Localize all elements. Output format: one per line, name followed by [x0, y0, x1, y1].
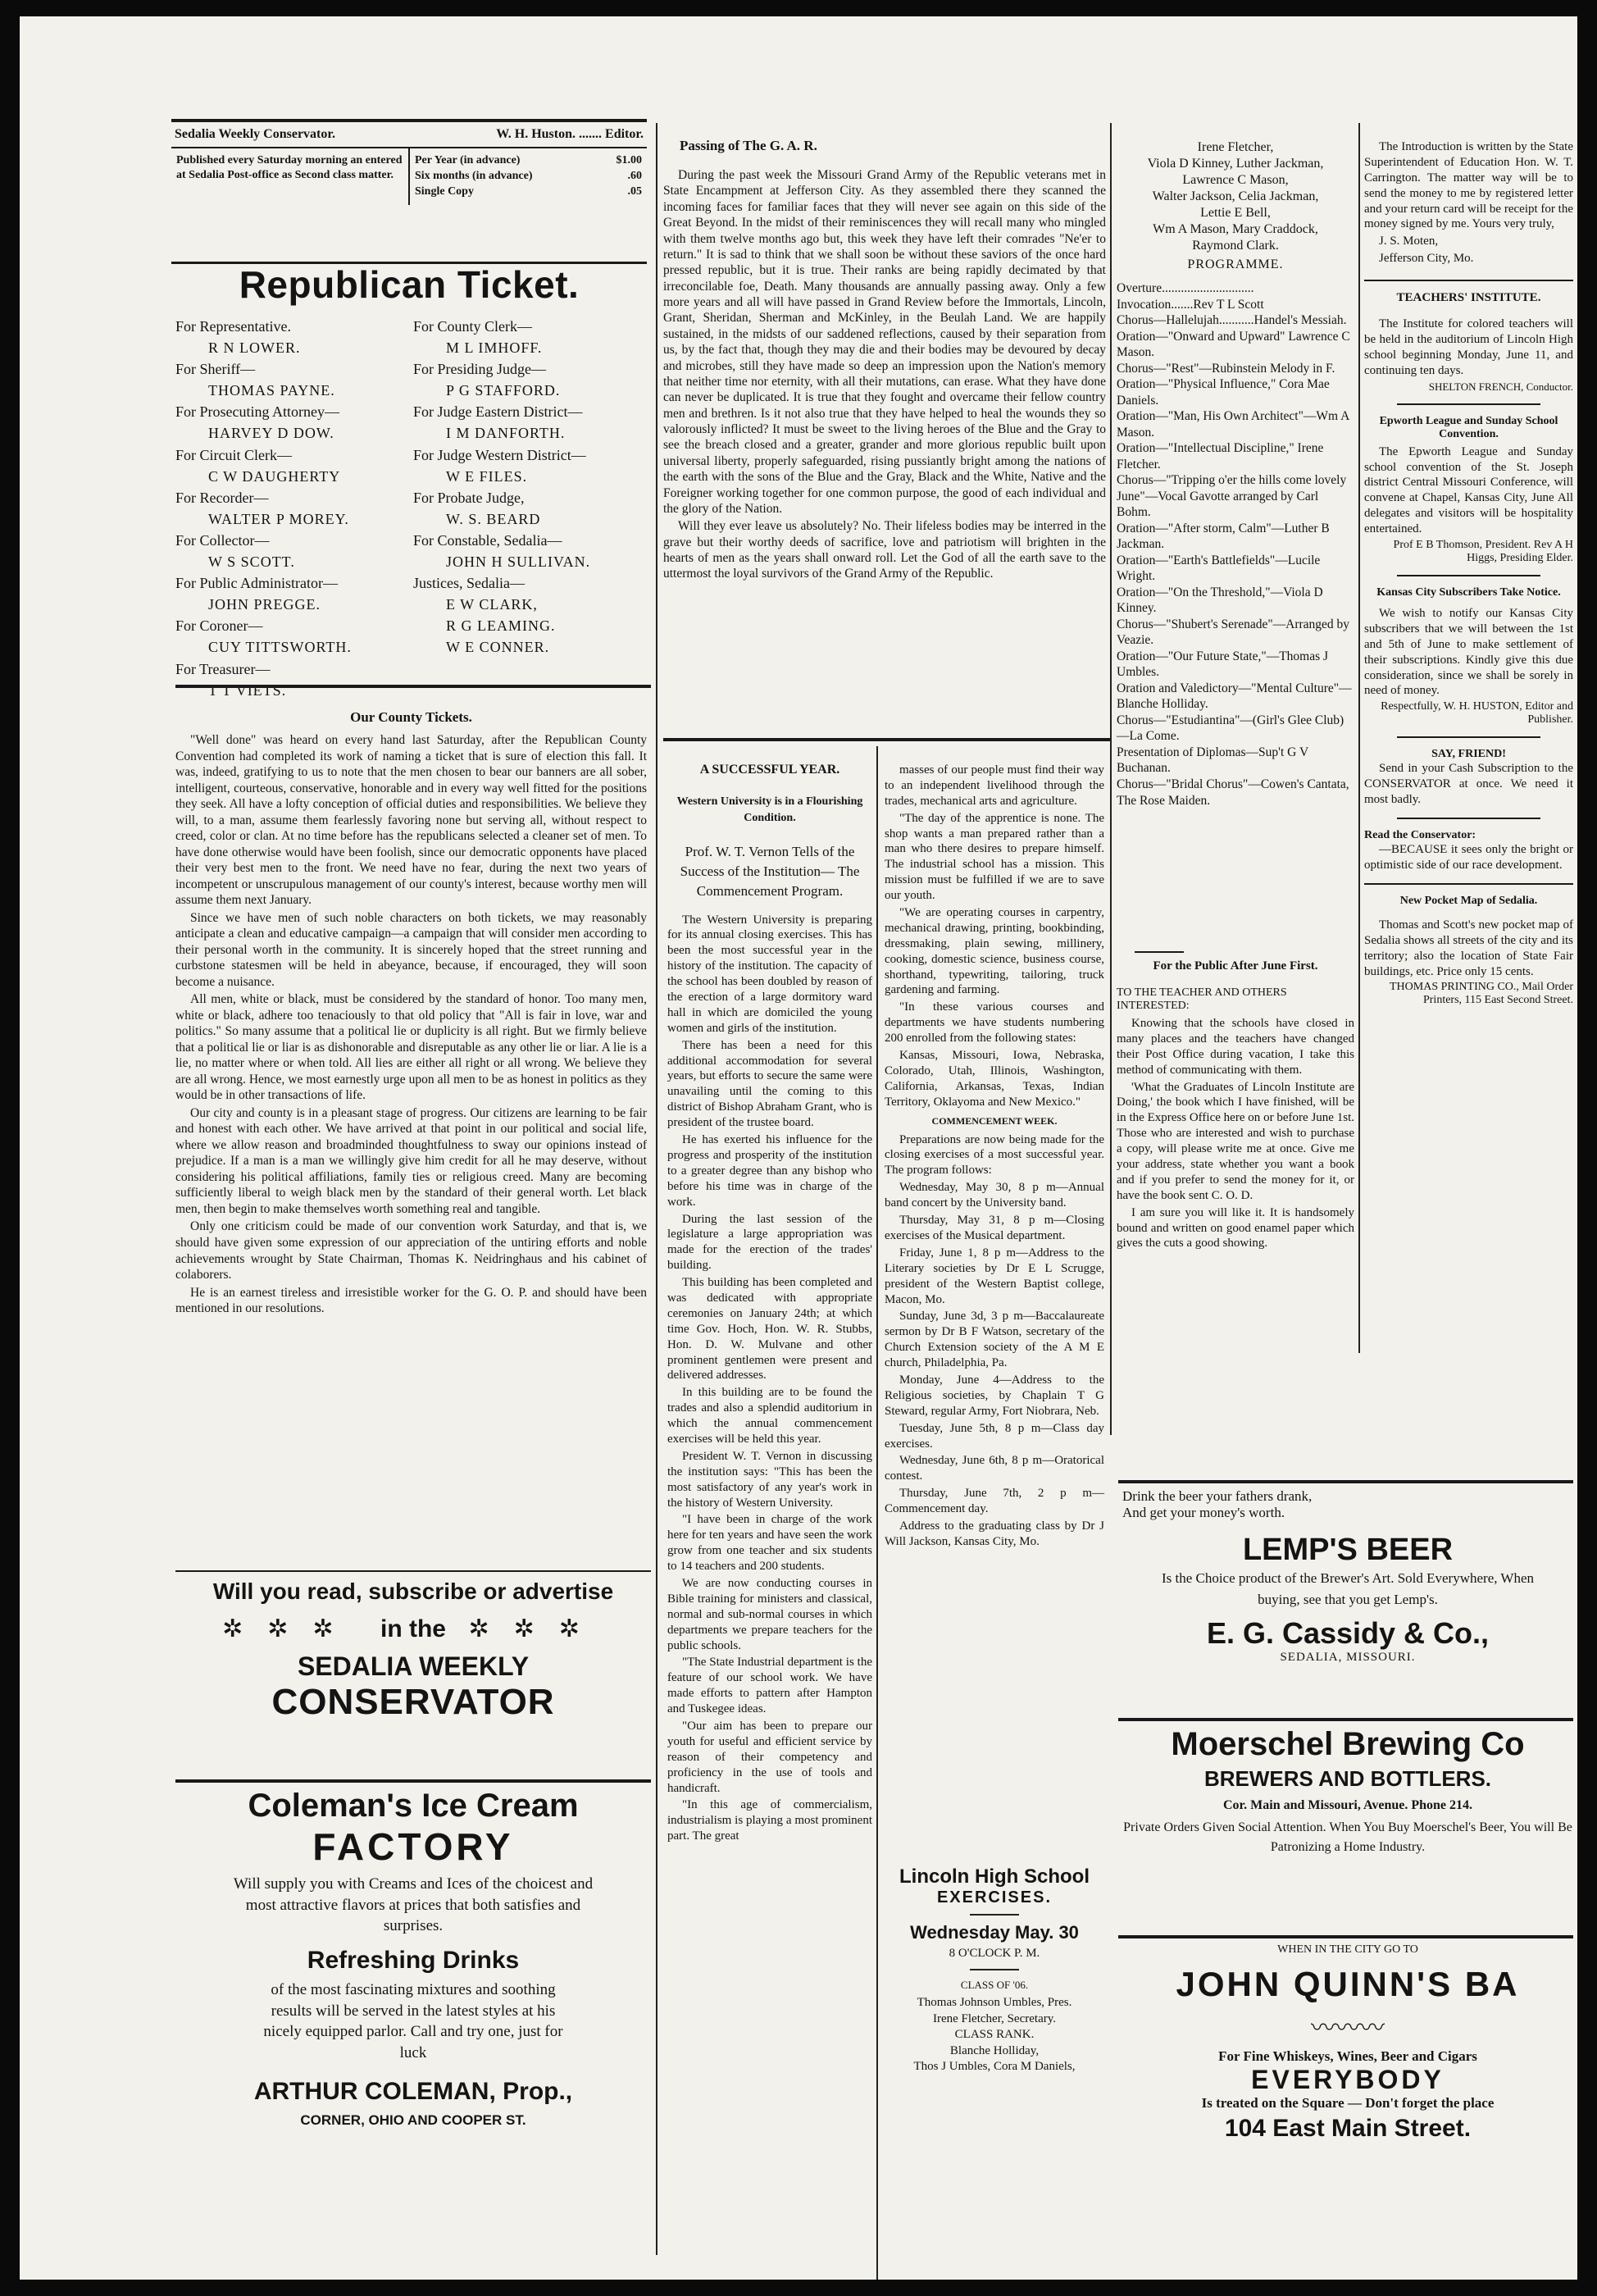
- paragraph: Will they ever leave us absolutely? No. Their lifeless bodies may be interred in the grave but their worthy deeds of sacrifice, love and patriotism will brighten in the hearts of men as the years shall onward roll. Let the God of all the earth save to the uttermost the loyal survivors of the Grand Army of the Republic.: [663, 519, 1106, 581]
- programme-column: [1117, 139, 1354, 809]
- publication-note: Published every Saturday morning an entered at Sedalia Post-office as Second class matter.: [171, 148, 410, 205]
- ticket-candidate: C W DAUGHERTY: [208, 467, 341, 485]
- programme-item: Presentation of Diplomas—Sup't G V Buchanan.: [1117, 745, 1308, 776]
- paragraph: Since we have men of such noble characters on both tickets, we may reasonably anticipate a clean and educative campaign—a campaign that will consider men according to their personal worth in the community. It is sincerely hoped that the street running and curbstone statesmen will be held in abeyance, because, if encouraged, they will soon become a nuisance.: [175, 910, 647, 989]
- programme-title: PROGRAMME.: [1187, 257, 1284, 271]
- article-subhead: Prof. W. T. Vernon Tells of the Success of the Institution— The Commencement Program.: [680, 844, 860, 899]
- commencement-heading: COMMENCEMENT WEEK.: [931, 1114, 1058, 1127]
- masthead: Sedalia Weekly Conservator. W. H. Huston. ....... Editor. Published every Saturday morning an entered at Sedalia Post-office as Second class matter. Per Year (in advance) $1.00 Six months (in advance) .60 Single Copy .05: [171, 119, 647, 264]
- paragraph: During the past week the Missouri Grand Army of the Republic veterans met in State Encampment at Jefferson City. As they assembled there they scanned the incoming faces for familiar faces that they will never see again on this side of the Great Beyond. In the midst of their reminiscences they will recall many who mingled with them twelve months ago but, this week they have left their comrades "Ne'er to return." It is sad to think that we shall soon be without these saviors of the once hard pressed republic, but it is true. Their ranks are being rapidly decimated by that irreconcilable foe, Death. Many thousands are annually passing away. Only a few more years and all will have passed in Grand Review before the Immortals, Lincoln, Grant, Sheridan, Sherman and McKinley, in the Beulah Land. We are happily sustained, in the midsts of our saddened reflections, caused by their separation from us, by the fact that, though they may die and their bodies may be devoured by decay and microbes, still they have made so deep an impression upon the Nation's memory that neither time nor eternity, with all their mutations, can erase. What they have done can never be duplicated. It is true that they fought and overcame their fellow country men and brethren. Is it not also true that they have helped to heal the wounds they so valorously inflicted? It must be sweet to the living heroes of the Blue and the Gray to see the breach closed and a greater, grander and more glorious republic built upon universal liberty, properly safeguarded, rising pussiantly bright among the nations of the earth with the sons of the Blue and the Gray, Black and the White, Native and the Foreigner working together for one common purpose, the good of each individual and the glory of the Nation.: [663, 168, 1106, 516]
- article-title: Passing of The G. A. R.: [680, 138, 817, 153]
- paragraph: Tuesday, June 5th, 8 p m—Class day exercises.: [885, 1421, 1104, 1451]
- successful-year-article: [667, 763, 872, 1846]
- paragraph: "I have been in charge of the work here for ten years and have seen the work grow from one teacher and six students to 14 teachers and 200 students.: [667, 1513, 872, 1574]
- article-title: New Pocket Map of Sedalia.: [1399, 894, 1538, 907]
- paragraph: "Our aim has been to prepare our youth for useful and efficient service by reason of their competency and proficiency in the use of tools and handicraft.: [667, 1720, 872, 1795]
- county-tickets-article: [175, 709, 647, 1319]
- article-title: Read the Conservator:: [1364, 829, 1476, 842]
- paragraph: President W. T. Vernon in discussing the institution says: "This has been the most satisfactory of any year's work in the history of Western University.: [667, 1449, 872, 1510]
- paragraph: Our city and county is in a pleasant stage of progress. Our citizens are learning to be fair and honest with each other. We have arrived at that point in our political and social life, where we allow reason and broadminded thoughtfulness to sway our opinions instead of prejudice. If a man is a man we willingly give him credit for all he may deserve, without considering his political affiliations, family ties or religious creed. Many are becoming sufficiently liberal to weigh black men by the standard of their general worth. Let black men, then begin to make themselves worth something real and tangible.: [175, 1105, 647, 1216]
- article-title: TEACHERS' INSTITUTE.: [1396, 291, 1541, 305]
- paragraph: "In these various courses and departments we have students numbering 200 enrolled from the following states:: [885, 1000, 1104, 1046]
- article-title: Our County Tickets.: [350, 709, 472, 725]
- ticket-candidate: W. S. BEARD: [446, 510, 541, 527]
- subscribe-ad: Will you read, subscribe or advertise ✲✲✲ in the ✲✲✲ SEDALIA WEEKLY CONSERVATOR: [212, 1578, 614, 1722]
- programme-item: Chorus—"Rest"—Rubinstein Melody in F.: [1117, 361, 1335, 376]
- programme-item: Chorus—"Bridal Chorus"—Cowen's Cantata, The Rose Maiden.: [1117, 777, 1349, 808]
- paragraph: There has been a need for this additional accommodation for several years, but efforts to secure the same were unavailing until the coming to this district of Bishop Abraham Grant, who is president of the trustee board.: [667, 1038, 872, 1130]
- column-divider: [656, 123, 657, 2255]
- paragraph: We are now conducting courses in Bible training for ministers and classical, normal and sub-normal courses in which departments we prepare teachers for the public schools.: [667, 1576, 872, 1652]
- programme-item: Oration—"Our Future State,"—Thomas J Umbles.: [1117, 649, 1329, 680]
- graduate-name: Raymond Clark.: [1192, 239, 1279, 253]
- article-title: Epworth League and Sunday School Convention.: [1379, 414, 1558, 440]
- programme-item: Chorus—"Shubert's Serenade"—Arranged by Veazie.: [1117, 617, 1350, 648]
- ticket-office: For Sheriff—: [175, 361, 256, 378]
- quinn-ad: WHEN IN THE CITY GO TO JOHN QUINN'S BA 〰〰〰 For Fine Whiskeys, Wines, Beer and Cigars EVERYBODY Is treated on the Square — Don't forget the place 104 East Main Street.: [1122, 1943, 1573, 2143]
- programme-item: Chorus—Hallelujah...........Handel's Messiah.: [1117, 313, 1347, 328]
- ticket-candidate: JOHN H SULLIVAN.: [446, 554, 591, 571]
- programme-item: Oration—"After storm, Calm"—Luther B Jackman.: [1117, 521, 1330, 552]
- ticket-candidate: W S SCOTT.: [208, 554, 295, 571]
- ticket-office: For Public Administrator—: [175, 575, 338, 592]
- ticket-candidate: JOHN PREGGE.: [208, 596, 321, 613]
- programme-item: Oration—"On the Threshold,"—Viola D Kinney.: [1117, 585, 1323, 616]
- programme-item: Oration and Valedictory—"Mental Culture"—Blanche Holliday.: [1117, 681, 1352, 712]
- ticket-candidate: T T VIETS.: [208, 681, 287, 699]
- ticket-list: [175, 316, 651, 701]
- paragraph: All men, white or black, must be considered by the standard of honor. Too many men, white or black, adhere too tenaciously to that old policy that "All is fair in love, war and politics." So many assume that a political lie or duplicity is all right. But we firmly believe that a political lie or liar is as dishonorable and disreputable as any other lie or liar. A lie is a lie, no matter where or when told. All lies are either all right or all wrong. We believe they are all wrong. Hence, we most earnestly urge upon all men to be as honest in politics as they would be in other transactions of life.: [175, 992, 647, 1103]
- column-divider: [1358, 123, 1360, 1353]
- programme-item: Oration—"Physical Influence," Cora Mae Daniels.: [1117, 377, 1330, 408]
- rate-row: Single Copy .05: [415, 184, 642, 198]
- moerschel-ad: Moerschel Brewing Co BREWERS AND BOTTLERS. Cor. Main and Missouri, Avenue. Phone 214. Private Orders Given Social Attention. When You Buy Moerschel's Beer, You will Be Patronizing a Home Industry.: [1123, 1726, 1572, 1854]
- paragraph: Only one criticism could be made of our convention work Saturday, and that is, we should have given some expression of our appreciation of the untiring efforts and noble achievements wrought by State Chairman, Thomas K. Neidringhaus and his cabinet of colaborers.: [175, 1219, 647, 1282]
- editor-name: W. H. Huston.: [496, 127, 576, 141]
- graduate-name: Lettie E Bell,: [1200, 206, 1271, 220]
- ticket-office: For Collector—: [175, 531, 270, 549]
- ticket-candidate: HARVEY D DOW.: [208, 425, 334, 442]
- article-title: A SUCCESSFUL YEAR.: [699, 763, 840, 777]
- class-line: Blanche Holliday,: [949, 2043, 1040, 2057]
- paragraph: He has exerted his influence for the progress and prosperity of the institution to a greater degree than any bishop who before his time was in charge of the work.: [667, 1133, 872, 1209]
- paper-name: Sedalia Weekly Conservator.: [175, 127, 336, 141]
- paragraph: This building has been completed and was dedicated with appropriate ceremonies on January 24th; at which time Gov. Hoch, Hon. W. R. Stubbs, Hon. D. W. Mulvane and other prominent gentlemen were present and delivered addresses.: [667, 1276, 872, 1383]
- coleman-ad: Coleman's Ice Cream FACTORY Will supply you with Creams and Ices of the choicest and most attractive flavors at prices that both satisfies and surprises. Refreshing Drinks of the most fascinating mixtures and soothing results will be served in the latest styles at his nicely equipped parlor. Call and try one, just for luck ARTHUR COLEMAN, Prop., CORNER, OHIO AND COOPER ST.: [233, 1788, 594, 2129]
- ticket-candidate: CUY TITTSWORTH.: [208, 639, 352, 656]
- article-title: Kansas City Subscribers Take Notice.: [1376, 586, 1561, 599]
- ticket-candidate: I M DANFORTH.: [446, 425, 566, 442]
- republican-ticket-title: Republican Ticket.: [239, 263, 580, 306]
- class-line: CLASS RANK.: [954, 2028, 1035, 2041]
- ticket-office: For Judge Eastern District—: [413, 403, 583, 421]
- article-title: For the Public After June First.: [1153, 959, 1318, 973]
- graduate-name: Wm A Mason, Mary Craddock,: [1153, 222, 1318, 236]
- column-divider: [876, 746, 878, 2280]
- rate-row: Six months (in advance) .60: [415, 169, 642, 182]
- ticket-office: For Treasurer—: [175, 660, 271, 677]
- successful-year-continued: [885, 763, 1104, 1551]
- ticket-office: Justices, Sedalia—: [413, 575, 525, 592]
- paragraph: The Western University is preparing for its annual closing exercises. This has been the most successful year in the history of the institution. The capacity of the school has been doubled by reason of the erection of a large dormitory ward hall in which are domiciled the young women and girls of the institution.: [667, 913, 872, 1035]
- class-line: Thos J Umbles, Cora M Daniels,: [913, 2060, 1076, 2073]
- public-after-june-article: For the Public After June First. TO THE TEACHER AND OTHERS INTERESTED: Knowing that the schools have closed in many places and the teachers have changed their Post Office during vacation, I take this method of communicating with them. 'What the Graduates of Lincoln Institute are Doing,' the book which I have finished, will be in the Express Office here on or before June 1st. Those who are interested and wish to purchase a copy, will please write me at once. Give me your address, state whether you want a book and if you prefer to send the money for it, or have the book sent C. O. D. I am sure you will like it. It is handsomely bound and written on good enamel paper which gives the cuts a good showing.: [1117, 959, 1354, 1250]
- programme-item: Oration—"Man, His Own Architect"—Wm A Mason.: [1117, 409, 1349, 440]
- paragraph: Thursday, May 31, 8 p m—Closing exercises of the Musical department.: [885, 1214, 1104, 1242]
- paragraph: "We are operating courses in carpentry, mechanical drawing, printing, bookbinding, dressmaking, plain sewing, millinery, cooking, domestic science, business course, shorthand, typewriting, tailoring, truck gardening and farming.: [885, 906, 1104, 997]
- ticket-office: For Judge Western District—: [413, 446, 586, 463]
- star-icon: ✲✲✲: [468, 1615, 604, 1642]
- gar-article: [663, 138, 1106, 584]
- paragraph: Kansas, Missouri, Iowa, Nebraska, Colorado, Utah, Illinois, Washington, California, Arkansas, Texas, Indian Territory, Oklayoma and New Mexico.": [885, 1049, 1104, 1109]
- programme-item: Invocation.......Rev T L Scott: [1117, 297, 1264, 312]
- graduate-name: Lawrence C Mason,: [1182, 173, 1289, 187]
- programme-item: Chorus—"Tripping o'er the hills come lovely June"—Vocal Gavotte arranged by Carl Bohm.: [1117, 473, 1347, 520]
- article-title: SAY, FRIEND!: [1431, 748, 1506, 761]
- ticket-candidate: M L IMHOFF.: [446, 339, 543, 357]
- programme-item: Oration—"Onward and Upward" Lawrence C Mason.: [1117, 329, 1350, 360]
- paragraph: masses of our people must find their way to an independent livelihood through the trades, mechanical arts and agriculture.: [885, 763, 1104, 808]
- paragraph: In this building are to be found the trades and also a splendid auditorium in which the annual commencement exercises will be held this year.: [667, 1386, 872, 1446]
- graduate-name: Walter Jackson, Celia Jackman,: [1152, 189, 1319, 203]
- paragraph: "The day of the apprentice is none. The shop wants a man prepared rather than a man who there desires to prepare himself. The industrial school has a mission. This mission must be fulfilled if we are to save our youth.: [885, 811, 1104, 903]
- ticket-office: For Coroner—: [175, 617, 263, 635]
- programme-item: Oration—"Intellectual Discipline," Irene Fletcher.: [1117, 441, 1324, 472]
- ticket-office: For Prosecuting Attorney—: [175, 403, 339, 421]
- ticket-candidate: WALTER P MOREY.: [208, 510, 349, 527]
- right-column: The Introduction is written by the State Superintendent of Education Hon. W. T. Carrington. The matter way will be to send the money to me by registered letter and your return card will be receipt for the money signed by me. Yours very truly, J. S. Moten, Jefferson City, Mo. TEACHERS' INSTITUTE. The Institute for colored teachers will be held in the auditorium of Lincoln High school beginning Monday, June 11, and continuing ten days. SHELTON FRENCH, Conductor. Epworth League and Sunday School Convention. The Epworth League and Sunday school convention of the St. Joseph district Central Missouri Conference, will convene at Chapel, Kansas City, June All delegates and visitors will be hospitality entertained. Prof E B Thomson, President. Rev A H Higgs, Presiding Elder. Kansas City Subscribers Take Notice. We wish to notify our Kansas City subscribers that we will between the 1st and 5th of June to make settlement of their subscriptions. Kindly give this due consideration, since we shall be sorely in need of money. Respectfully, W. H. HUSTON, Editor and Publisher. SAY, FRIEND! Send in your Cash Subscription to the CONSERVATOR at once. We need it most badly. Read the Conservator: —BECAUSE it sees only the bright or optimistic side of our race development. New Pocket Map of Sedalia. Thomas and Scott's new pocket map of Sedalia shows all streets of the city and its territory; also the location of State Fair buildings, etc. Price only 15 cents. THOMAS PRINTING CO., Mail Order Printers, 115 East Second Street.: [1364, 140, 1573, 1007]
- paragraph: The Introduction is written by the State Superintendent of Education Hon. W. T. Carrington. The matter way will be to send the money to me by registered letter and your return card will be receipt for the money signed by me. Yours very truly,: [1364, 140, 1573, 231]
- programme-item: Overture.............................: [1117, 281, 1254, 295]
- ticket-office: For Recorder—: [175, 489, 269, 506]
- column-divider: [1110, 123, 1112, 1435]
- paragraph: Monday, June 4—Address to the Religious societies, by Chaplain T G Steward, regular Army, Fort Niobrara, Neb.: [885, 1373, 1104, 1418]
- class-line: Thomas Johnson Umbles, Pres.: [917, 1996, 1072, 2009]
- paragraph: Wednesday, June 6th, 8 p m—Oratorical contest.: [885, 1454, 1104, 1483]
- rate-row: Per Year (in advance) $1.00: [415, 154, 642, 166]
- editor-label: Editor.: [605, 127, 644, 141]
- ticket-candidate: THOMAS PAYNE.: [208, 382, 335, 399]
- paragraph: Thursday, June 7th, 2 p m—Commencement day.: [885, 1487, 1104, 1516]
- ticket-office: For Circuit Clerk—: [175, 446, 292, 463]
- paragraph: Sunday, June 3d, 3 p m—Baccalaureate sermon by Dr B F Watson, secretary of the Church Extension society of the A M E church, Philadelphia, Pa.: [885, 1310, 1104, 1370]
- graduate-name: Viola D Kinney, Luther Jackman,: [1147, 157, 1324, 171]
- ticket-candidate: P G STAFFORD.: [446, 382, 561, 399]
- ticket-candidate: W E FILES.: [446, 467, 528, 485]
- paragraph: Knowing that the schools have closed in many places and the teachers have changed their Post Office during vacation, I take this method of communicating with them.: [1117, 1017, 1354, 1077]
- paragraph: During the last session of the legislature a large appropriation was made for the erection of the trades' building.: [667, 1212, 872, 1273]
- mustache-ornament: 〰〰〰: [1311, 2015, 1385, 2042]
- ticket-candidate: R G LEAMING.: [446, 617, 556, 635]
- ticket-office: For Constable, Sedalia—: [413, 531, 562, 549]
- paragraph: "In this age of commercialism, industrialism is playing a most prominent part. The great: [667, 1798, 872, 1843]
- programme-item: Oration—"Earth's Battlefields"—Lucile Wright.: [1117, 553, 1321, 584]
- lincoln-exercises: Lincoln High School EXERCISES. Wednesday May. 30 8 O'CLOCK P. M. CLASS OF '06. Thomas Johnson Umbles, Pres. Irene Fletcher, Secretary. CLASS RANK. Blanche Holliday, Thos J Umbles, Cora M Daniels,: [885, 1866, 1104, 2075]
- paragraph: "Well done" was heard on every hand last Saturday, after the Republican County Convention had completed its work of naming a ticket that is sure of election this fall. It was, indeed, gratifying to us to note that the men chosen to bear our banners are all sober, intelligent, courteous, conservative, honorable and in every way well fitted for the positions they seek. All have a lofty conception of official duties and responsibilities. We believe they will, to a man, assume them fearlessly favoring none but serving all, without respect to creed, color or clan. At no time before has the republicans selected a cleaner set of men. To have done otherwise would have been foolish, since our democratic opponents have placed their very best men to the front. We need have no fear, during the next two years of incompetent or unscrupulous management of our county's interest, because worthy men will assume them next January.: [175, 733, 647, 908]
- paragraph: I am sure you will like it. It is handsomely bound and written on good enamel paper which gives the cuts a good showing.: [1117, 1205, 1354, 1250]
- ticket-candidate: R N LOWER.: [208, 339, 301, 357]
- paragraph: J. S. Moten,: [1379, 235, 1439, 248]
- ticket-office: For Representative.: [175, 318, 291, 335]
- star-icon: ✲✲✲: [222, 1615, 358, 1642]
- paragraph: Preparations are now being made for the closing exercises of a most successful year. The program follows:: [885, 1132, 1104, 1178]
- newspaper-page: [20, 16, 1577, 2280]
- ticket-candidate: E W CLARK,: [446, 596, 538, 613]
- ticket-candidate: W E CONNER.: [446, 639, 550, 656]
- paragraph: Address to the graduating class by Dr J Will Jackson, Kansas City, Mo.: [885, 1519, 1104, 1548]
- paragraph: He is an earnest tireless and irresistible worker for the G. O. P. and should have been mentioned in our resolutions.: [175, 1285, 647, 1316]
- programme-item: Chorus—"Estudiantina"—(Girl's Glee Club)—La Come.: [1117, 713, 1344, 744]
- paragraph: Friday, June 1, 8 p m—Address to the Literary societies by Dr E L Scrugge, president of the Western Baptist college, Macon, Mo.: [885, 1246, 1104, 1306]
- paragraph: Jefferson City, Mo.: [1379, 252, 1474, 266]
- class-line: Irene Fletcher, Secretary.: [932, 2011, 1056, 2025]
- ticket-office: For County Clerk—: [413, 318, 533, 335]
- lemps-beer-ad: Drink the beer your fathers drank, And get your money's worth. LEMP'S BEER Is the Choice product of the Brewer's Art. Sold Everywhere, When buying, see that you get Lemp's. E. G. Cassidy & Co., SEDALIA, MISSOURI.: [1122, 1488, 1535, 1664]
- paragraph: Wednesday, May 30, 8 p m—Annual band concert by the University band.: [885, 1181, 1104, 1210]
- ticket-office: For Presiding Judge—: [413, 361, 546, 378]
- graduate-name: Irene Fletcher,: [1197, 140, 1274, 154]
- subscription-rates: [410, 148, 647, 205]
- article-subhead: Western University is in a Flourishing Condition.: [676, 795, 863, 824]
- paragraph: 'What the Graduates of Lincoln Institute are Doing,' the book which I have finished, will be in the Express Office here on or before June 1st. Those who are interested and wish to purchase a copy, will please write me at once. Give me your address, state whether you want a book and if you prefer to send the money for it, or have the book sent C. O. D.: [1117, 1080, 1354, 1202]
- paragraph: "The State Industrial department is the feature of our school work. We have made efforts to pattern after Hampton and Tuskegee ideas.: [667, 1656, 872, 1716]
- ticket-office: For Probate Judge,: [413, 489, 525, 506]
